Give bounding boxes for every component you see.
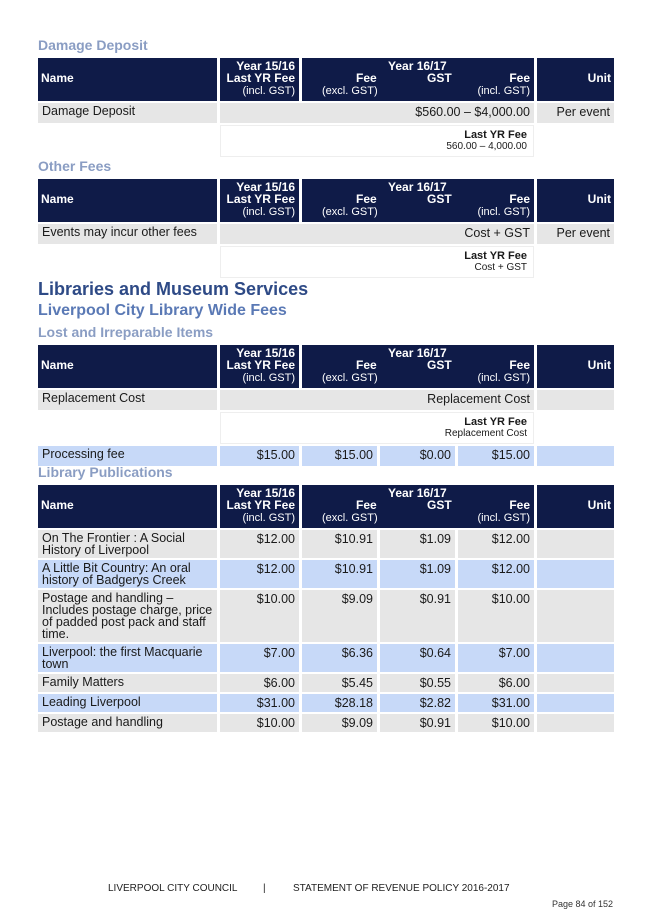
header-fee-incl: Fee xyxy=(509,71,530,85)
table-header xyxy=(38,345,614,388)
row-last-fee: $10.00 xyxy=(220,590,299,642)
footer-council: LIVERPOOL CITY COUNCIL xyxy=(108,883,238,894)
row-name: Leading Liverpool xyxy=(38,694,217,712)
header-last-yr-fee: Last YR Fee xyxy=(226,71,295,85)
header-excl-gst: (excl. GST) xyxy=(322,372,378,384)
footer-title: STATEMENT OF REVENUE POLICY 2016-2017 xyxy=(293,883,510,894)
header-incl-gst-2: (incl. GST) xyxy=(477,372,530,384)
row-fee-incl: $12.00 xyxy=(458,560,534,588)
header-name: Name xyxy=(41,192,74,206)
header-year-1617: Year 16/17 xyxy=(388,346,447,360)
header-name: Name xyxy=(41,71,74,85)
table-row xyxy=(38,560,614,588)
note-value: Cost + GST xyxy=(474,262,527,273)
row-last-fee: $12.00 xyxy=(220,530,299,558)
row-unit: Per event xyxy=(537,224,614,244)
row-fee-excl: $28.18 xyxy=(302,694,377,712)
row-fee-excl: $15.00 xyxy=(302,446,377,466)
table-header xyxy=(38,485,614,528)
header-incl-gst: (incl. GST) xyxy=(242,512,295,524)
header-incl-gst: (incl. GST) xyxy=(242,372,295,384)
header-gst: GST xyxy=(427,71,452,85)
header-year-1617: Year 16/17 xyxy=(388,486,447,500)
last-yr-fee-note xyxy=(38,125,614,159)
row-gst: $0.91 xyxy=(380,590,455,642)
row-fee-excl: $6.36 xyxy=(302,644,377,672)
table-header xyxy=(38,58,614,101)
header-incl-gst-2: (incl. GST) xyxy=(477,206,530,218)
page-title: Libraries and Museum Services xyxy=(38,279,309,299)
row-fee-incl: $15.00 xyxy=(458,446,534,466)
section-heading-other-fees: Other Fees xyxy=(38,158,112,174)
row-fee-incl: $6.00 xyxy=(458,674,534,692)
table-header xyxy=(38,179,614,222)
header-year-1516: Year 15/16 xyxy=(236,59,295,73)
note-value: Replacement Cost xyxy=(444,428,527,439)
row-name: Postage and handling xyxy=(38,714,217,732)
row-name: Liverpool: the first Macquarie town xyxy=(38,644,217,672)
page-number: Page 84 of 152 xyxy=(552,899,614,909)
table-row xyxy=(38,224,614,244)
header-fee-incl: Fee xyxy=(509,358,530,372)
row-name: Damage Deposit xyxy=(38,103,217,123)
row-value: $560.00 – $4,000.00 xyxy=(220,103,534,123)
row-last-fee: $31.00 xyxy=(220,694,299,712)
header-year-1516: Year 15/16 xyxy=(236,486,295,500)
row-fee-incl: $10.00 xyxy=(458,714,534,732)
table-row xyxy=(38,714,614,732)
note-label: Last YR Fee xyxy=(464,416,527,428)
row-value: Replacement Cost xyxy=(220,390,534,410)
header-year-1617: Year 16/17 xyxy=(388,180,447,194)
publications-table xyxy=(38,485,614,732)
row-fee-excl: $10.91 xyxy=(302,560,377,588)
header-year-1516: Year 15/16 xyxy=(236,180,295,194)
header-last-yr-fee: Last YR Fee xyxy=(226,192,295,206)
table-row xyxy=(38,694,614,712)
note-value: 560.00 – 4,000.00 xyxy=(446,141,527,152)
header-excl-gst: (excl. GST) xyxy=(322,85,378,97)
section-heading-lost-items: Lost and Irreparable Items xyxy=(38,324,214,340)
row-name: Family Matters xyxy=(38,674,217,692)
header-unit: Unit xyxy=(587,192,611,206)
row-gst: $1.09 xyxy=(380,530,455,558)
footer-separator: | xyxy=(263,883,266,894)
header-last-yr-fee: Last YR Fee xyxy=(226,498,295,512)
header-year-1516: Year 15/16 xyxy=(236,346,295,360)
row-gst: $0.91 xyxy=(380,714,455,732)
row-gst: $0.64 xyxy=(380,644,455,672)
row-name: Processing fee xyxy=(38,446,217,466)
header-gst: GST xyxy=(427,358,452,372)
row-value: Cost + GST xyxy=(220,224,534,244)
row-name: On The Frontier : A Social History of Liverpool xyxy=(38,530,217,558)
header-fee-excl: Fee xyxy=(356,358,377,372)
header-incl-gst-2: (incl. GST) xyxy=(477,512,530,524)
header-unit: Unit xyxy=(587,71,611,85)
section-heading-publications: Library Publications xyxy=(38,464,173,480)
row-fee-excl: $9.09 xyxy=(302,590,377,642)
row-name: A Little Bit Country: An oral history of Badgerys Creek xyxy=(38,560,217,588)
header-name: Name xyxy=(41,498,74,512)
note-label: Last YR Fee xyxy=(464,129,527,141)
header-unit: Unit xyxy=(587,358,611,372)
header-gst: GST xyxy=(427,498,452,512)
row-last-fee: $6.00 xyxy=(220,674,299,692)
row-last-fee: $7.00 xyxy=(220,644,299,672)
row-name: Replacement Cost xyxy=(38,390,217,410)
table-row xyxy=(38,644,614,672)
header-fee-excl: Fee xyxy=(356,192,377,206)
header-fee-incl: Fee xyxy=(509,192,530,206)
row-name: Postage and handling – Includes postage charge, price of padded post pack and staff time. xyxy=(38,590,217,642)
header-fee-excl: Fee xyxy=(356,498,377,512)
section-heading-library-wide: Liverpool City Library Wide Fees xyxy=(38,302,287,319)
header-unit: Unit xyxy=(587,498,611,512)
header-gst: GST xyxy=(427,192,452,206)
note-label: Last YR Fee xyxy=(464,250,527,262)
lost-items-table xyxy=(38,345,614,466)
header-incl-gst-2: (incl. GST) xyxy=(477,85,530,97)
row-fee-excl: $9.09 xyxy=(302,714,377,732)
damage-deposit-table xyxy=(38,58,614,159)
row-unit: Per event xyxy=(537,103,614,123)
row-last-fee: $10.00 xyxy=(220,714,299,732)
row-gst: $0.55 xyxy=(380,674,455,692)
row-gst: $2.82 xyxy=(380,694,455,712)
header-last-yr-fee: Last YR Fee xyxy=(226,358,295,372)
table-row xyxy=(38,390,614,410)
row-fee-incl: $10.00 xyxy=(458,590,534,642)
table-row xyxy=(38,530,614,558)
table-row xyxy=(38,674,614,692)
table-row xyxy=(38,590,614,642)
table-row xyxy=(38,103,614,123)
row-gst: $0.00 xyxy=(380,446,455,466)
row-last-fee: $15.00 xyxy=(220,446,299,466)
row-last-fee: $12.00 xyxy=(220,560,299,588)
row-fee-excl: $5.45 xyxy=(302,674,377,692)
row-fee-incl: $31.00 xyxy=(458,694,534,712)
header-name: Name xyxy=(41,358,74,372)
row-fee-excl: $10.91 xyxy=(302,530,377,558)
last-yr-fee-note xyxy=(38,412,614,446)
row-name: Events may incur other fees xyxy=(38,224,217,244)
header-excl-gst: (excl. GST) xyxy=(322,512,378,524)
table-row xyxy=(38,446,614,466)
header-incl-gst: (incl. GST) xyxy=(242,206,295,218)
header-year-1617: Year 16/17 xyxy=(388,59,447,73)
header-excl-gst: (excl. GST) xyxy=(322,206,378,218)
row-fee-incl: $7.00 xyxy=(458,644,534,672)
last-yr-fee-note xyxy=(38,246,614,280)
other-fees-table xyxy=(38,179,614,280)
header-incl-gst: (incl. GST) xyxy=(242,85,295,97)
row-fee-incl: $12.00 xyxy=(458,530,534,558)
header-fee-incl: Fee xyxy=(509,498,530,512)
header-fee-excl: Fee xyxy=(356,71,377,85)
section-heading-damage-deposit: Damage Deposit xyxy=(38,37,148,53)
row-gst: $1.09 xyxy=(380,560,455,588)
